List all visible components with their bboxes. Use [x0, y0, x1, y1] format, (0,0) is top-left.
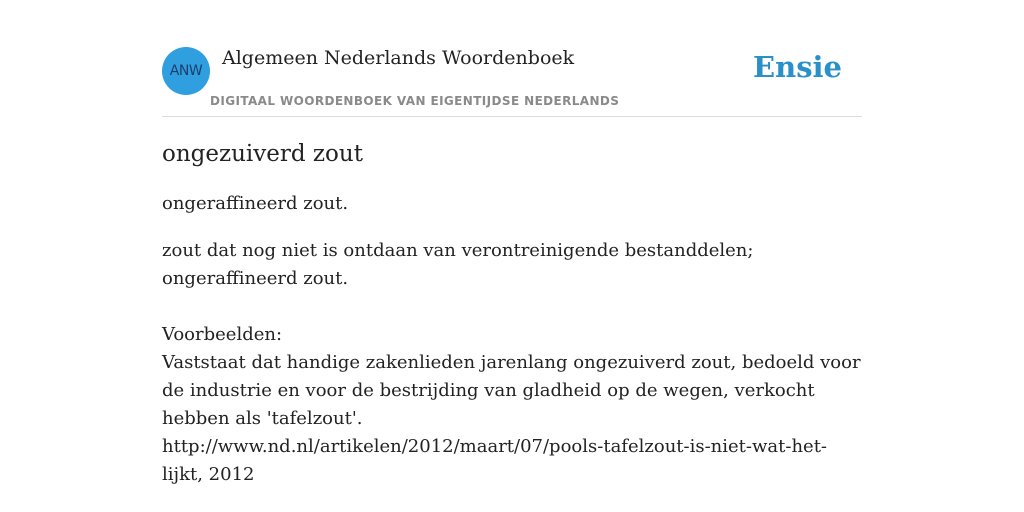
examples-label: Voorbeelden: [162, 324, 283, 345]
short-definition: ongeraffineerd zout. [162, 193, 349, 214]
long-definition: zout dat nog niet is ontdaan van verontreinigende bestanddelen; ongeraffineerd zout. [162, 240, 754, 289]
site-subtitle: DIGITAAL WOORDENBOEK VAN EIGENTIJDSE NEDERLANDS [210, 94, 620, 108]
site-title[interactable]: Algemeen Nederlands Woordenboek [222, 47, 575, 69]
entry-title: ongezuiverd zout [162, 141, 363, 167]
ensie-brand-logo[interactable]: Ensie [753, 50, 842, 84]
anw-logo[interactable] [162, 47, 210, 95]
logo-text: ANW [169, 63, 203, 79]
examples-section [162, 321, 862, 489]
entry-content [162, 138, 862, 489]
example-source: http://www.nd.nl/artikelen/2012/maart/07/pools-tafelzout-is-niet-wat-het-lijkt, 2012 [162, 436, 828, 485]
site-header [162, 44, 862, 117]
example-text: Vaststaat dat handige zakenlieden jarenlang ongezuiverd zout, bedoeld voor de industrie en voor de bestrijding van gladheid op de wegen, verkocht hebben als 'tafelzout'. [162, 352, 861, 429]
